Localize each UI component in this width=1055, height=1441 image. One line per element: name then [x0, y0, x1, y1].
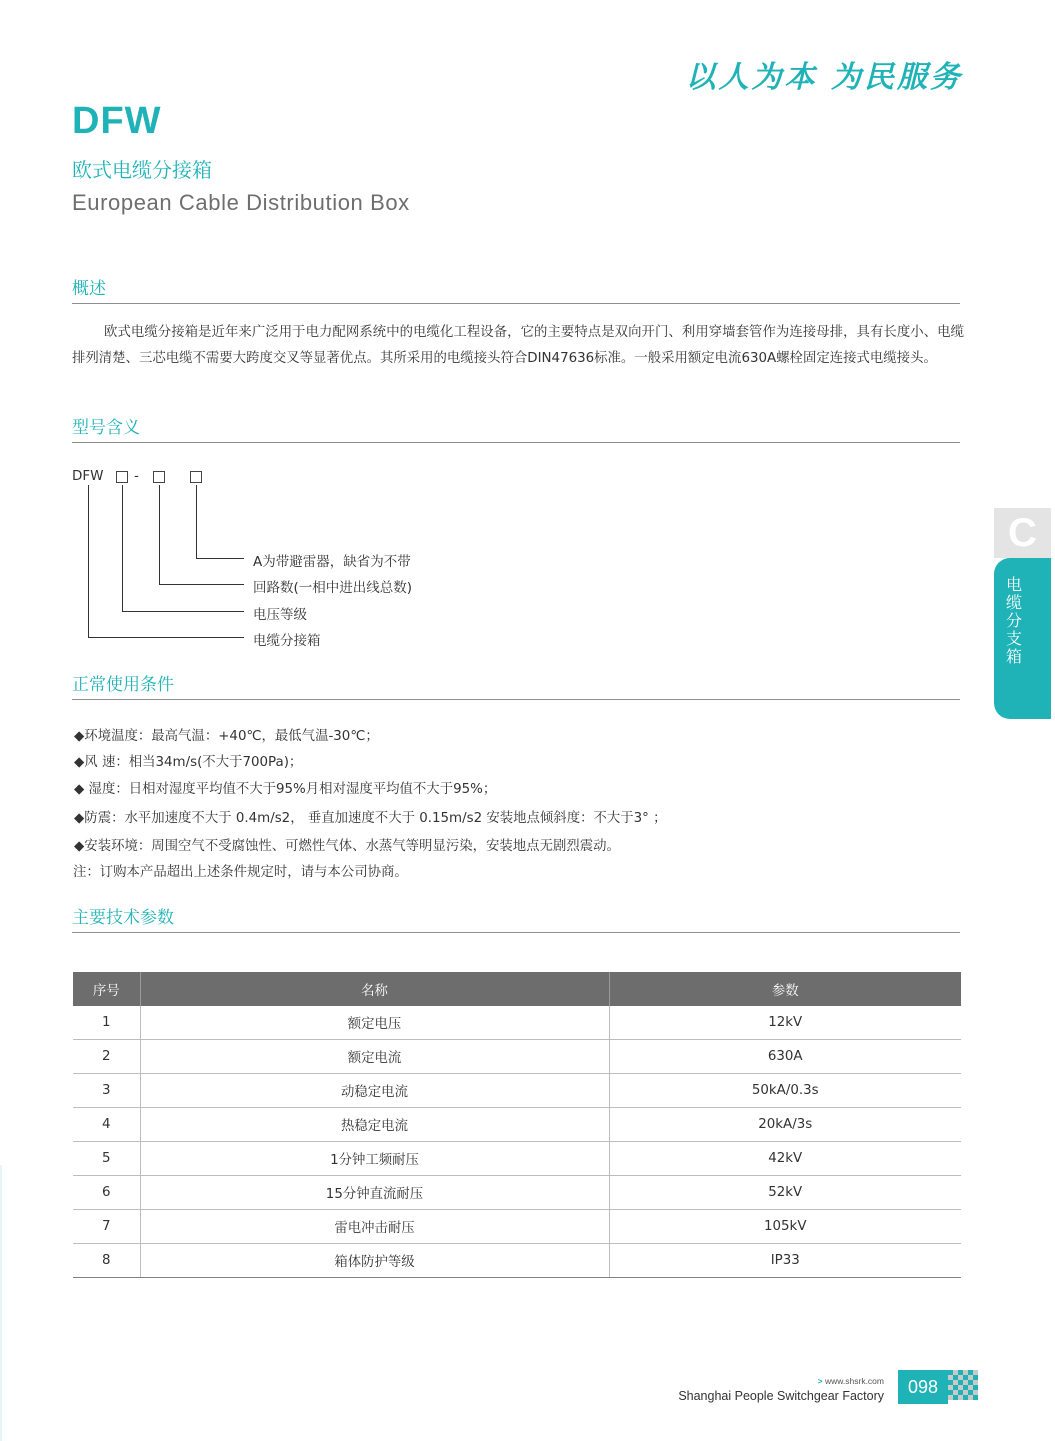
- table-row: [73, 1244, 961, 1278]
- leader-line-prefix: [88, 485, 89, 637]
- cell-value: 105kV: [609, 1210, 961, 1244]
- model-label-arrester: A为带避雷器，缺省为不带: [253, 554, 411, 570]
- cell-index: 5: [73, 1142, 140, 1176]
- overview-paragraph: 欧式电缆分接箱是近年来广泛用于电力配网系统中的电缆化工程设备，它的主要特点是双向开门、利用穿墙套管作为连接母排，具有长度小、电缆排列清楚、三芯电缆不需要大跨度交叉等显著优点。其所采用的电缆接头符合DIN47636标准。一般采用额定电流630A螺栓固定连接式电缆接头。: [72, 325, 964, 366]
- cell-value: 630A: [609, 1040, 961, 1074]
- cell-index: 7: [73, 1210, 140, 1244]
- table-row: [73, 1142, 961, 1176]
- cell-index: 8: [73, 1244, 140, 1278]
- page-number: 098: [898, 1370, 948, 1404]
- side-tab-text: 电缆分支箱: [1005, 575, 1022, 666]
- cell-value: 42kV: [609, 1142, 961, 1176]
- header-value: 参数: [609, 972, 961, 1006]
- leader-line-voltage-h: [122, 611, 244, 612]
- footer-url: [818, 1376, 884, 1386]
- section-tech-params-heading: 主要技术参数: [72, 903, 960, 933]
- section-conditions-heading: 正常使用条件: [72, 670, 960, 700]
- model-code-prefix: DFW: [72, 468, 104, 484]
- cell-value: IP33: [609, 1244, 961, 1278]
- leader-line-voltage: [122, 485, 123, 611]
- cell-index: 3: [73, 1074, 140, 1108]
- product-title-en: European Cable Distribution Box: [72, 190, 410, 215]
- condition-environment: ◆安装环境：周围空气不受腐蚀性、可燃性气体、水蒸气等明显污染，安装地点无剧烈震动。: [74, 839, 620, 854]
- section-overview-heading: 概述: [72, 274, 960, 304]
- leader-line-circuits-h: [159, 584, 244, 585]
- cell-index: 6: [73, 1176, 140, 1210]
- model-code-box-arrester: [190, 471, 202, 483]
- cell-name: 雷电冲击耐压: [140, 1210, 609, 1244]
- table-row: [73, 1210, 961, 1244]
- cell-name: 箱体防护等级: [140, 1244, 609, 1278]
- cell-name: 额定电流: [140, 1040, 609, 1074]
- condition-seismic: ◆防震：水平加速度不大于 0.4m/s2， 垂直加速度不大于 0.15m/s2 安装地点倾斜度：不大于3° ；: [74, 811, 667, 826]
- header-name: 名称: [140, 972, 609, 1006]
- cell-value: 12kV: [609, 1006, 961, 1040]
- table-row: [73, 1176, 961, 1210]
- footer-url-text: www.shsrk.com: [824, 1376, 884, 1386]
- model-label-voltage: 电压等级: [253, 607, 307, 623]
- slogan: 以人为本 为民服务: [685, 60, 963, 95]
- cell-value: 20kA/3s: [609, 1108, 961, 1142]
- side-tab-letter: C: [994, 508, 1051, 558]
- model-label-circuits: 回路数(一相中进出线总数): [253, 580, 413, 596]
- footer-arrow-icon: >: [817, 1376, 823, 1386]
- cell-value: 50kA/0.3s: [609, 1074, 961, 1108]
- product-model: DFW: [72, 100, 162, 142]
- model-code-box-voltage: [116, 471, 128, 483]
- cell-name: 15分钟直流耐压: [140, 1176, 609, 1210]
- table-row: [73, 1074, 961, 1108]
- table-row: [73, 1040, 961, 1074]
- section-model-meaning-heading: 型号含义: [72, 413, 960, 443]
- model-code-box-circuits: [153, 471, 165, 483]
- footer-company: Shanghai People Switchgear Factory: [678, 1389, 884, 1403]
- left-edge-decoration: [0, 1165, 2, 1441]
- condition-wind: ◆风 速：相当34m/s(不大于700Pa)；: [74, 755, 303, 770]
- cell-index: 1: [73, 1006, 140, 1040]
- cell-name: 动稳定电流: [140, 1074, 609, 1108]
- model-code-dash: -: [134, 468, 139, 484]
- cell-name: 额定电压: [140, 1006, 609, 1040]
- leader-line-arrester: [196, 485, 197, 558]
- table-row: [73, 1108, 961, 1142]
- condition-temperature: ◆环境温度：最高气温：+40℃，最低气温-30℃；: [74, 729, 379, 744]
- table-row: [73, 1006, 961, 1040]
- leader-line-prefix-h: [88, 637, 244, 638]
- leader-line-circuits: [159, 485, 160, 584]
- tech-params-table: [73, 972, 961, 1278]
- cell-index: 4: [73, 1108, 140, 1142]
- cell-name: 热稳定电流: [140, 1108, 609, 1142]
- cell-index: 2: [73, 1040, 140, 1074]
- condition-humidity: ◆ 湿度：日相对湿度平均值不大于95%月相对湿度平均值不大于95%；: [74, 782, 497, 797]
- leader-line-arrester-h: [196, 558, 244, 559]
- model-label-box: 电缆分接箱: [253, 633, 321, 649]
- product-title-cn: 欧式电缆分接箱: [72, 158, 212, 182]
- header-index: 序号: [73, 972, 140, 1006]
- cell-value: 52kV: [609, 1176, 961, 1210]
- checker-pattern-icon: [948, 1370, 978, 1404]
- table-header-row: [73, 972, 961, 1006]
- condition-note: 注：订购本产品超出上述条件规定时，请与本公司协商。: [73, 865, 408, 880]
- cell-name: 1分钟工频耐压: [140, 1142, 609, 1176]
